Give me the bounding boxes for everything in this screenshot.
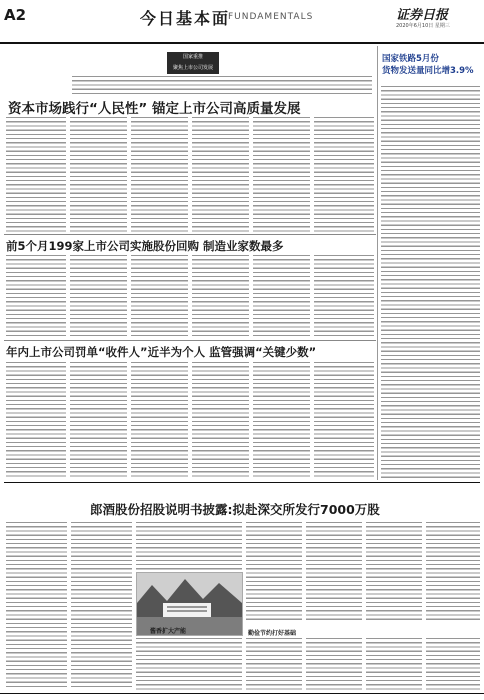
story3-headline: 年内上市公司罚单“收件人”近半为个人 监管强调“关键少数” (6, 345, 317, 359)
section-title: 今日基本面 (140, 9, 231, 28)
bottom-col3-bottom (246, 638, 480, 690)
story3-body (6, 362, 374, 478)
column-divider (377, 46, 378, 480)
footer-line (0, 693, 484, 694)
newspaper-logo: 证券日报 (396, 8, 449, 23)
date-line: 2020年6月10日 星期三 (396, 23, 450, 29)
story2-headline: 前5个月199家上市公司实施股份回购 制造业家数最多 (6, 239, 284, 253)
bottom-headline: 郎酒股份招股说明书披露:拟赴深交所发行7000万股 (90, 502, 380, 517)
sidebar-body (381, 86, 480, 478)
divider (4, 340, 376, 341)
feature-banner-logo (167, 52, 219, 74)
bottom-col2-bottom (136, 638, 242, 690)
sidebar-headline-line2: 货物发送量同比增3.9% (382, 66, 474, 76)
bottom-subhead-2: 勤俭节约打好基础 (248, 630, 297, 637)
section-divider (4, 482, 480, 483)
main-story-body (6, 117, 374, 233)
bottom-col1 (6, 522, 132, 690)
banner-label-top: 国家重推 (182, 54, 203, 60)
intro-text (72, 76, 372, 94)
banner-label-bottom: 聚焦上市公司发展 (172, 65, 213, 71)
sidebar-headline-line1: 国家铁路5月份 (382, 54, 439, 64)
page-number: A2 (4, 6, 27, 24)
section-title-en: FUNDAMENTALS (228, 12, 314, 22)
masthead (0, 0, 484, 44)
bottom-subhead-1: 酱香扩大产能 (150, 628, 187, 635)
bottom-col2-top (136, 522, 242, 570)
main-headline: 资本市场践行“人民性” 锚定上市公司高质量发展 (8, 101, 301, 117)
story2-body (6, 255, 374, 337)
bottom-col3-top (246, 522, 480, 622)
divider (4, 234, 376, 235)
